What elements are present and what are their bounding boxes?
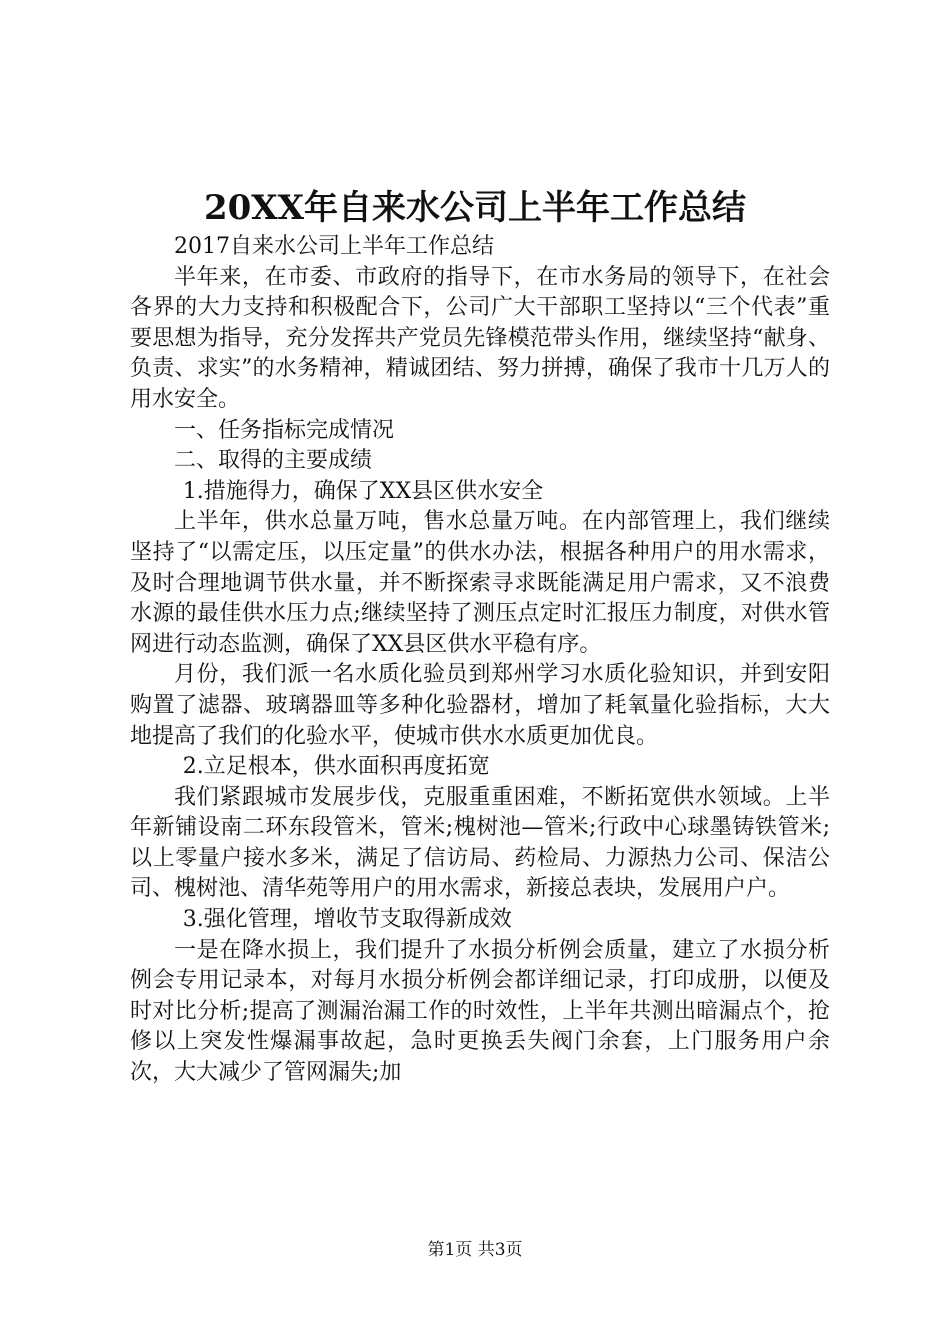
document-body bbox=[130, 232, 830, 1089]
document-title: 20XX年自来水公司上半年工作总结 bbox=[203, 188, 747, 228]
subsection-heading-3: 3.强化管理，增收节支取得新成效 bbox=[182, 907, 512, 933]
subsection-heading-1: 1.措施得力，确保了XX县区供水安全 bbox=[182, 478, 544, 504]
section-heading-1: 一、任务指标完成情况 bbox=[174, 417, 395, 443]
paragraph-supply: 上半年，供水总量万吨，售水总量万吨。在内部管理上，我们继续坚持了“以需定压，以压定量”的供水办法，根据各种用户的用水需求，及时合理地调节供水量，并不断探索寻求既能满足用户需求，又不浪费水源的最佳供水压力点;继续坚持了测压点定时汇报压力制度，对供水管网进行动态监测，确保了XX县区供水平稳有序。 bbox=[130, 509, 830, 657]
subsection-heading-2: 2.立足根本，供水面积再度拓宽 bbox=[182, 754, 490, 780]
paragraph-heading-2017: 2017自来水公司上半年工作总结 bbox=[174, 234, 494, 259]
section-heading-2: 二、取得的主要成绩 bbox=[174, 448, 373, 474]
page-indicator: 第1页 共3页 bbox=[427, 1240, 523, 1260]
paragraph-intro: 半年来，在市委、市政府的指导下，在市水务局的领导下，在社会各界的大力支持和积极配合下，公司广大干部职工坚持以“三个代表”重要思想为指导，充分发挥共产党员先锋模范带头作用，继续坚持“献身、负责、求实”的水务精神，精诚团结、努力拼搏，确保了我市十几万人的用水安全。 bbox=[130, 264, 830, 412]
paragraph-water-quality: 月份，我们派一名水质化验员到郑州学习水质化验知识，并到安阳购置了滤器、玻璃器皿等多种化验器材，增加了耗氧量化验指标，大大地提高了我们的化验水平，使城市供水水质更加优良。 bbox=[130, 662, 830, 749]
paragraph-coverage: 我们紧跟城市发展步伐，克服重重困难，不断拓宽供水领域。上半年新铺设南二环东段管米，管米;槐树池—管米;行政中心球墨铸铁管米;以上零量户接水多米，满足了信访局、药检局、力源热力公司、保洁公司、槐树池、清华苑等用户的用水需求，新接总表块，发展用户户。 bbox=[130, 784, 830, 902]
paragraph-water-loss: 一是在降水损上，我们提升了水损分析例会质量，建立了水损分析例会专用记录本，对每月水损分析例会都详细记录，打印成册，以便及时对比分析;提高了测漏治漏工作的时效性，上半年共测出暗漏点个，抢修以上突发性爆漏事故起，急时更换丢失阀门余套，上门服务用户余次，大大减少了管网漏失;加 bbox=[130, 937, 830, 1086]
